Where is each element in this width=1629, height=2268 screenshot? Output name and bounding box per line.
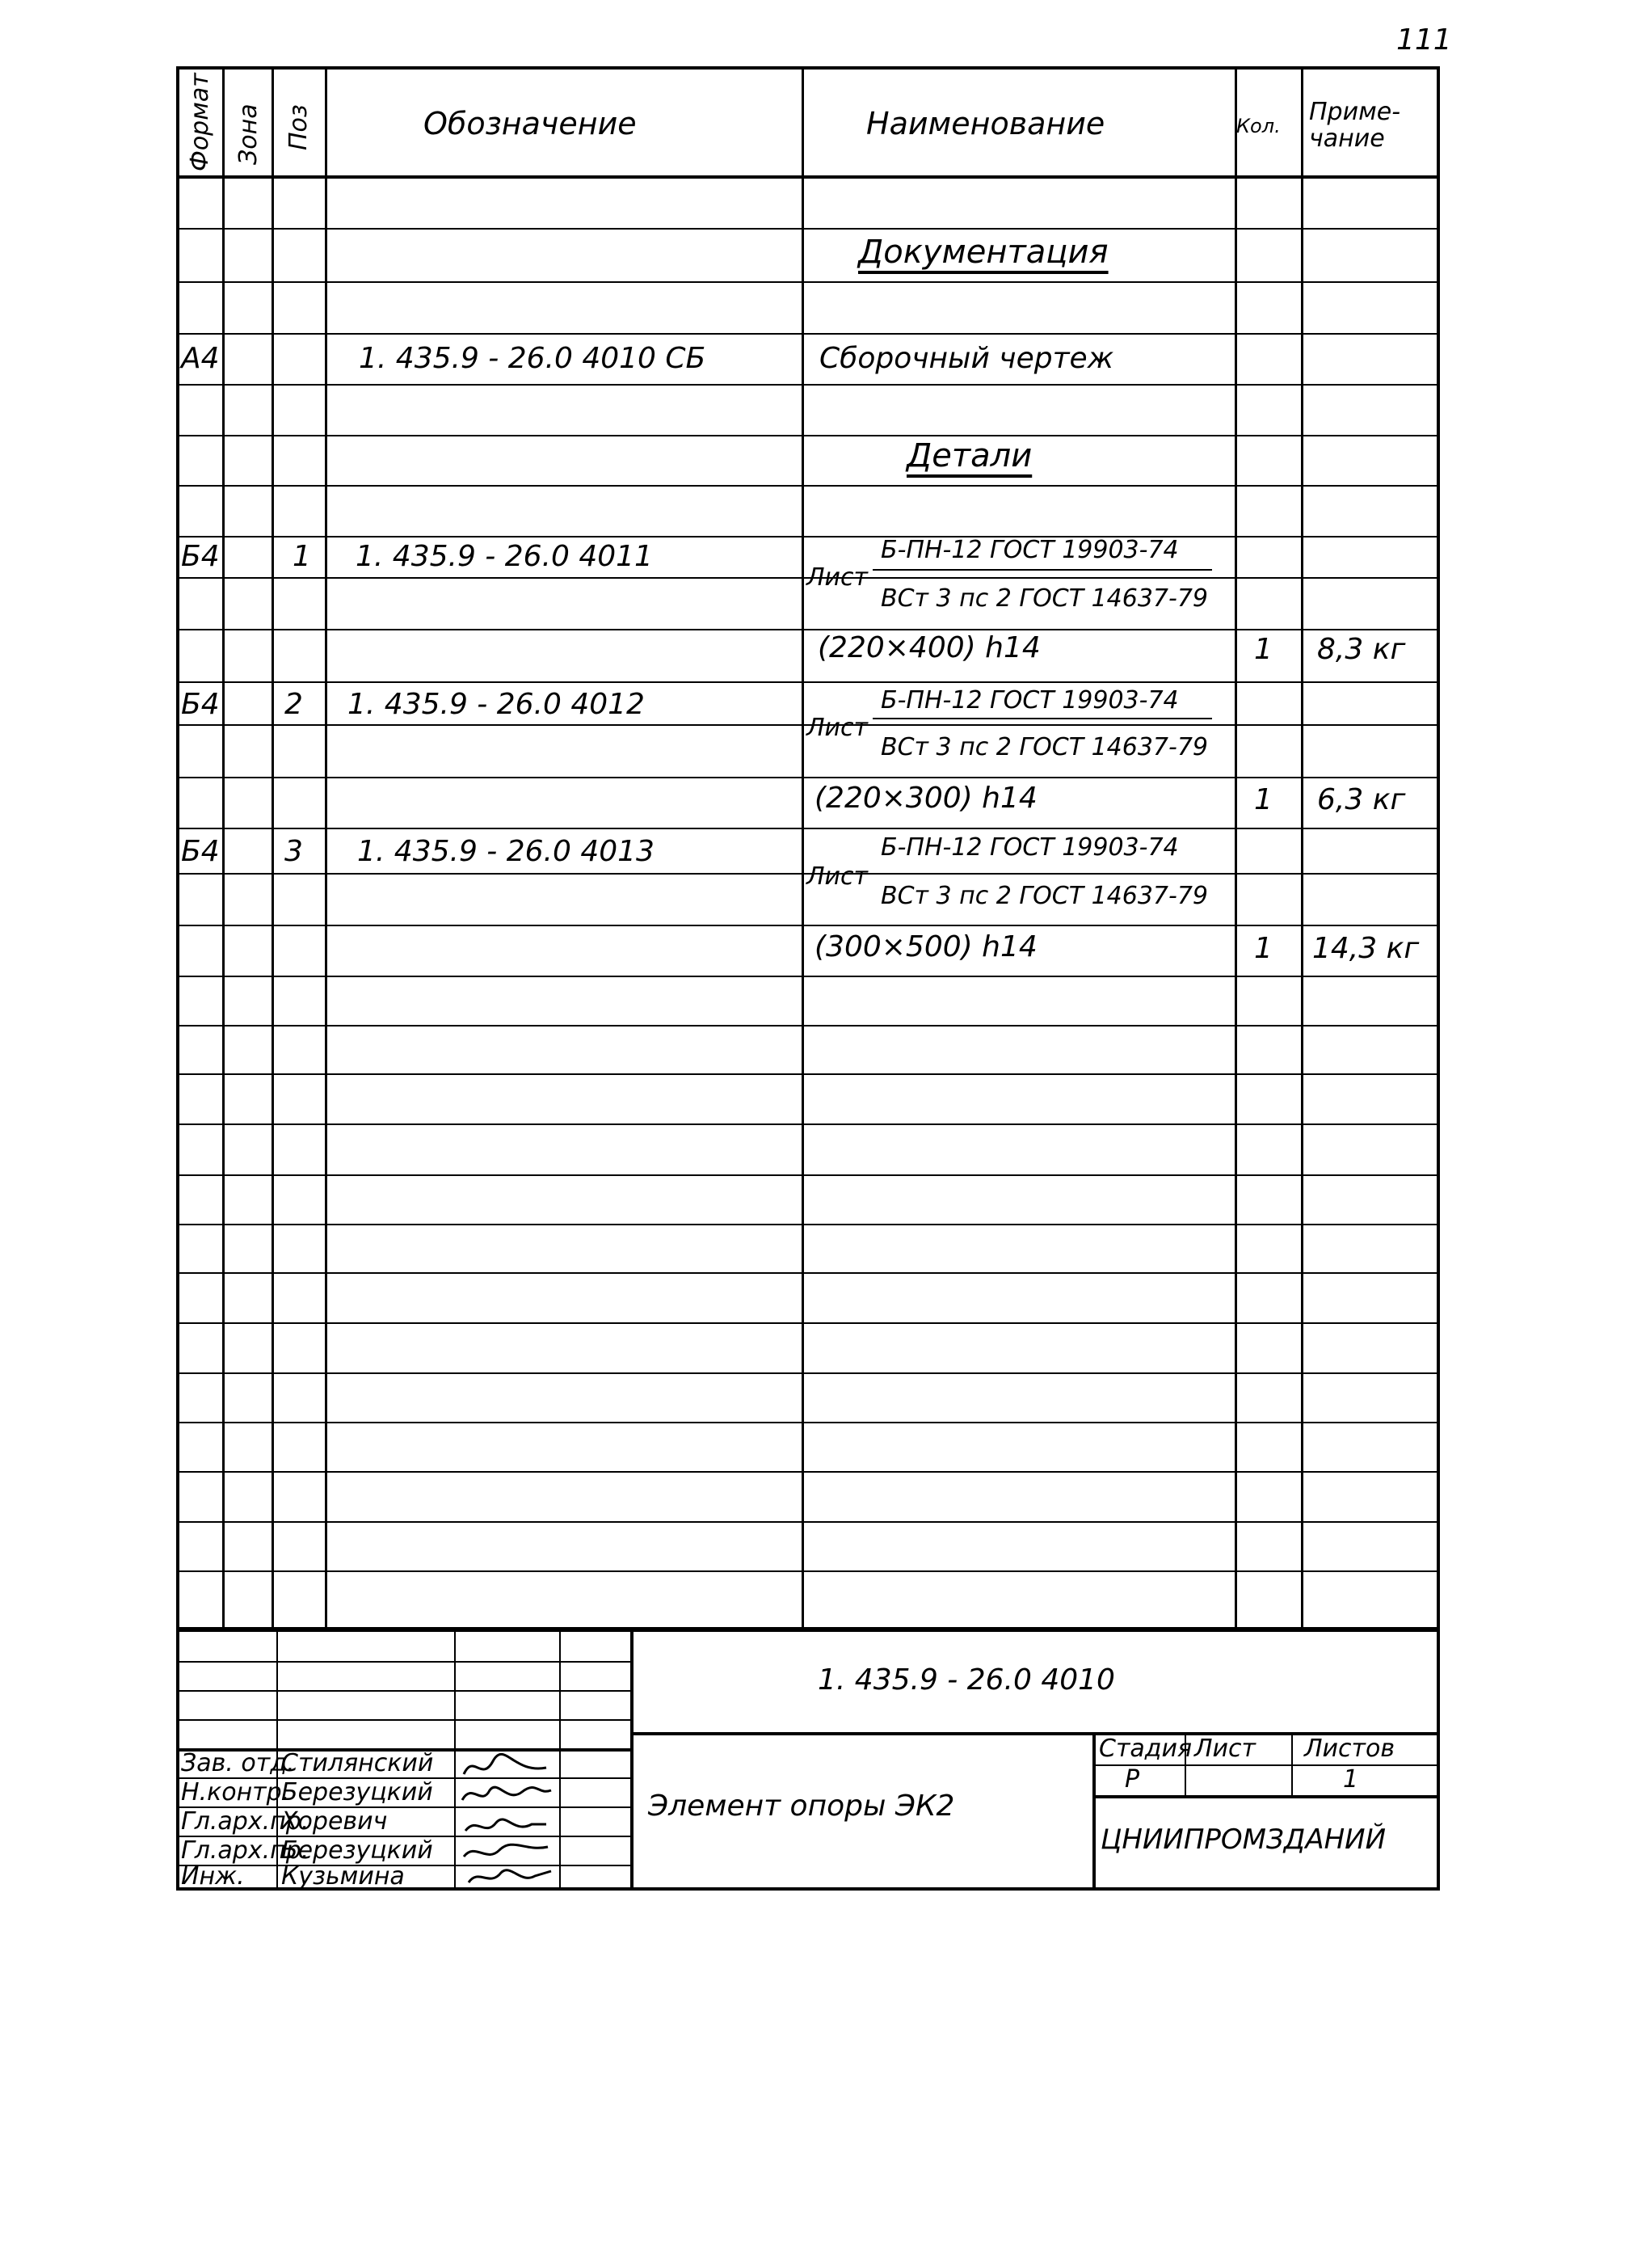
signer-name: Березуцкий [281, 1778, 433, 1806]
tb-divider [1291, 1732, 1293, 1795]
tb-divider [1092, 1732, 1096, 1887]
sheet-number: 111 [1396, 23, 1452, 57]
item-line1: Б-ПН-12 ГОСТ 19903-74 [881, 833, 1179, 862]
item-list-label: Лист [806, 714, 869, 742]
doc-title: Элемент опоры ЭК2 [648, 1790, 955, 1823]
row-rule [179, 384, 1437, 386]
item-line2: ВСт 3 пс 2 ГОСТ 14637-79 [881, 584, 1208, 613]
signature-scribbles [457, 1750, 558, 1889]
item-line2: ВСт 3 пс 2 ГОСТ 14637-79 [881, 733, 1208, 761]
sheets-value: 1 [1343, 1765, 1359, 1794]
signer-name: Хоревич [281, 1807, 388, 1836]
item-pos: 2 [284, 688, 303, 721]
item-list-label: Лист [806, 563, 869, 592]
item-pos: 1 [293, 540, 311, 573]
row-rule [179, 435, 1437, 436]
item-pos: 3 [284, 835, 303, 868]
item-note: 6,3 кг [1317, 783, 1406, 816]
header-pos: Поз [284, 104, 313, 150]
signer-role: Инж. [181, 1862, 245, 1891]
tb-rule [179, 1690, 630, 1692]
organization: ЦНИИПРОМЗДАНИЙ [1101, 1823, 1387, 1856]
row-rule [179, 1570, 1437, 1572]
section-details: Детали [907, 437, 1033, 474]
col-divider [1301, 70, 1303, 1627]
signer-name: Стилянский [281, 1749, 434, 1777]
col-divider [1235, 70, 1237, 1627]
item-line2: ВСт 3 пс 2 ГОСТ 14637-79 [881, 882, 1208, 910]
title-block [176, 1629, 1440, 1891]
signer-role: Гл.арх.пр. [181, 1836, 309, 1865]
item-line1: Б-ПН-12 ГОСТ 19903-74 [881, 536, 1179, 564]
tb-divider [559, 1632, 561, 1887]
item-format: Б4 [181, 835, 220, 868]
item-qty: 1 [1254, 932, 1273, 965]
signer-role: Гл.арх.пр. [181, 1807, 309, 1836]
section-documentation: Документация [858, 234, 1109, 271]
tb-rule [1092, 1795, 1437, 1798]
header-designation: Обозначение [423, 106, 637, 141]
signer-role: Зав. отд. [181, 1749, 295, 1777]
row-rule [179, 1521, 1437, 1523]
item-designation: 1. 435.9 - 26.0 4012 [347, 688, 645, 721]
row-rule [179, 1073, 1437, 1075]
doc-code: 1. 435.9 - 26.0 4010 [818, 1663, 1115, 1697]
item-size: (220×300) h14 [814, 782, 1038, 815]
tb-divider [454, 1632, 456, 1887]
row-rule [179, 1174, 1437, 1176]
tb-rule [179, 1719, 630, 1721]
row-rule [179, 1471, 1437, 1473]
signer-name: Березуцкий [281, 1836, 433, 1865]
item-note: 14,3 кг [1312, 932, 1420, 965]
row-rule [179, 1422, 1437, 1423]
row-rule [179, 281, 1437, 283]
header-qty: Кол. [1236, 115, 1281, 137]
col-divider [222, 70, 225, 1627]
row-rule [179, 333, 1437, 335]
header-zone: Зона [234, 103, 263, 165]
row-rule [179, 1224, 1437, 1225]
item-qty: 1 [1254, 633, 1273, 666]
item-qty: 1 [1254, 783, 1273, 816]
stage-value: Р [1125, 1765, 1140, 1794]
item-format: Б4 [181, 688, 220, 721]
tb-rule [1092, 1764, 1437, 1766]
row-rule [179, 1272, 1437, 1274]
fraction-rule [873, 569, 1212, 571]
tb-divider [630, 1632, 634, 1887]
row-rule [179, 1322, 1437, 1324]
item-list-label: Лист [806, 862, 869, 891]
row-rule [179, 629, 1437, 630]
item-format: Б4 [181, 540, 220, 573]
doc-format: А4 [181, 342, 220, 375]
doc-designation: 1. 435.9 - 26.0 4010 СБ [359, 342, 706, 375]
col-divider [325, 70, 327, 1627]
specification-table [176, 66, 1440, 1630]
item-size: (300×500) h14 [814, 930, 1038, 963]
sheets-label: Листов [1304, 1735, 1395, 1763]
row-rule [179, 1025, 1437, 1027]
row-rule [179, 536, 1437, 537]
header-format: Формат [186, 73, 214, 171]
sheet-label: Лист [1194, 1735, 1256, 1763]
header-rule [179, 175, 1437, 179]
row-rule [179, 925, 1437, 926]
stage-label: Стадия [1099, 1735, 1193, 1763]
row-rule [179, 777, 1437, 778]
item-designation: 1. 435.9 - 26.0 4013 [357, 835, 655, 868]
item-designation: 1. 435.9 - 26.0 4011 [356, 540, 653, 573]
doc-name: Сборочный чертеж [819, 342, 1114, 375]
row-rule [179, 828, 1437, 829]
row-rule [179, 681, 1437, 683]
row-rule [179, 1372, 1437, 1374]
item-size: (220×400) h14 [818, 631, 1041, 664]
row-rule [179, 228, 1437, 230]
signer-name: Кузьмина [281, 1862, 405, 1891]
tb-rule [179, 1661, 630, 1663]
fraction-rule [873, 718, 1212, 719]
row-rule [179, 976, 1437, 977]
row-rule [179, 485, 1437, 487]
header-note: Приме-чание [1309, 98, 1401, 153]
row-rule [179, 1123, 1437, 1125]
tb-rule [179, 1865, 630, 1866]
header-name: Наименование [866, 106, 1105, 141]
col-divider [272, 70, 274, 1627]
item-line1: Б-ПН-12 ГОСТ 19903-74 [881, 686, 1179, 715]
signer-role: Н.контр. [181, 1778, 290, 1806]
item-note: 8,3 кг [1317, 633, 1406, 666]
col-divider [802, 70, 804, 1627]
